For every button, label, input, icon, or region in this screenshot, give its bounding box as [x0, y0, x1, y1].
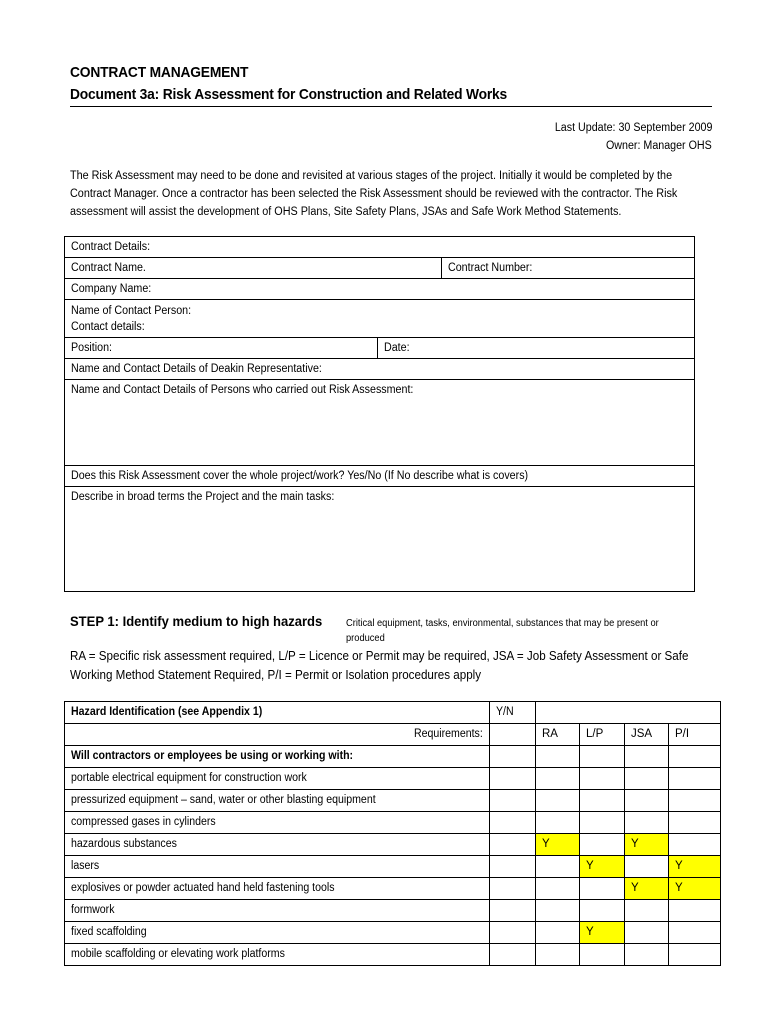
- hazard-label: portable electrical equipment for construction work: [65, 768, 490, 790]
- ra-cell[interactable]: [536, 900, 580, 922]
- section-label: Will contractors or employees be using or working with:: [65, 746, 490, 768]
- yn-header: Y/N: [490, 702, 536, 724]
- requirements-row: [65, 724, 721, 746]
- describe-cell[interactable]: [65, 487, 695, 592]
- company-name-cell[interactable]: [65, 279, 695, 300]
- ra-cell[interactable]: [536, 878, 580, 900]
- requirements-label: Requirements:: [65, 724, 490, 746]
- table-row: [65, 922, 721, 944]
- table-row: [65, 790, 721, 812]
- yn-cell[interactable]: [490, 768, 536, 790]
- table-row: [65, 856, 721, 878]
- table-row: [65, 900, 721, 922]
- contact-person-label: Name of Contact Person:: [71, 305, 192, 317]
- assessors-label: Name and Contact Details of Persons who carried out Risk Assessment:: [71, 384, 414, 396]
- contract-number-label: Contract Number:: [448, 262, 533, 274]
- lp-cell[interactable]: [580, 812, 625, 834]
- contact-person-cell[interactable]: [65, 300, 695, 338]
- ra-cell[interactable]: [536, 856, 580, 878]
- hazard-label: hazardous substances: [65, 834, 490, 856]
- hazard-header: Hazard Identification (see Appendix 1): [65, 702, 490, 724]
- contract-details-cell[interactable]: [65, 237, 695, 258]
- company-name-label: Company Name:: [71, 283, 152, 295]
- document-title: CONTRACT MANAGEMENT: [70, 64, 249, 81]
- pi-cell[interactable]: [669, 900, 721, 922]
- header-blank: [536, 702, 721, 724]
- pi-cell[interactable]: Y: [669, 878, 721, 900]
- yn-cell[interactable]: [490, 812, 536, 834]
- yn-cell[interactable]: [490, 944, 536, 966]
- coverage-cell[interactable]: [65, 466, 695, 487]
- lp-cell[interactable]: Y: [580, 922, 625, 944]
- coverage-label: Does this Risk Assessment cover the whole project/work? Yes/No (If No describe what is covers): [71, 470, 529, 482]
- assessors-cell[interactable]: [65, 380, 695, 466]
- pi-cell[interactable]: [669, 812, 721, 834]
- contract-name-cell[interactable]: [65, 258, 442, 279]
- ra-cell[interactable]: [536, 812, 580, 834]
- contact-details-label: Contact details:: [71, 321, 145, 333]
- yn-cell[interactable]: [490, 878, 536, 900]
- lp-cell[interactable]: [580, 768, 625, 790]
- jsa-cell[interactable]: Y: [625, 834, 669, 856]
- yn-cell[interactable]: [490, 922, 536, 944]
- yn-cell[interactable]: [490, 834, 536, 856]
- step1-title: STEP 1: Identify medium to high hazards: [70, 613, 323, 629]
- contract-details-label: Contract Details:: [71, 241, 151, 253]
- jsa-cell[interactable]: [625, 856, 669, 878]
- hazard-label: pressurized equipment – sand, water or other blasting equipment: [65, 790, 490, 812]
- position-cell[interactable]: [65, 338, 378, 359]
- deakin-rep-label: Name and Contact Details of Deakin Representative:: [71, 363, 322, 375]
- pi-cell[interactable]: [669, 922, 721, 944]
- hazard-label: compressed gases in cylinders: [65, 812, 490, 834]
- table-row: [65, 878, 721, 900]
- hazard-label: explosives or powder actuated hand held fastening tools: [65, 878, 490, 900]
- yn-cell[interactable]: [490, 856, 536, 878]
- jsa-cell[interactable]: [625, 944, 669, 966]
- step1-subtitle: Critical equipment, tasks, environmental, substances that may be present or produced: [346, 618, 659, 644]
- col-lp: L/P: [580, 724, 625, 746]
- jsa-cell[interactable]: [625, 900, 669, 922]
- yn-cell[interactable]: [490, 790, 536, 812]
- col-pi: P/I: [669, 724, 721, 746]
- hazard-label: lasers: [65, 856, 490, 878]
- date-cell[interactable]: [378, 338, 695, 359]
- title-divider: [70, 106, 712, 107]
- ra-cell[interactable]: [536, 768, 580, 790]
- hazard-header-row: [65, 702, 721, 724]
- describe-label: Describe in broad terms the Project and the main tasks:: [71, 491, 335, 503]
- owner: Owner: Manager OHS: [606, 140, 712, 152]
- col-ra: RA: [536, 724, 580, 746]
- hazard-label: fixed scaffolding: [65, 922, 490, 944]
- pi-cell[interactable]: [669, 790, 721, 812]
- ra-cell[interactable]: Y: [536, 834, 580, 856]
- jsa-cell[interactable]: [625, 812, 669, 834]
- intro-paragraph: The Risk Assessment may need to be done and revisited at various stages of the project. Initially it would be completed by the Contract Manager. Once a contractor has been selected the Risk Assessment should be reviewed with the contractor. The Risk assessment will assist the development of OHS Plans, Site Safety Plans, JSAs and Safe Work Method Statements.: [70, 170, 678, 218]
- jsa-cell[interactable]: [625, 922, 669, 944]
- last-update: Last Update: 30 September 2009: [554, 122, 712, 134]
- contract-details-table: [64, 236, 695, 592]
- hazard-label: mobile scaffolding or elevating work platforms: [65, 944, 490, 966]
- lp-cell[interactable]: [580, 944, 625, 966]
- lp-cell[interactable]: [580, 834, 625, 856]
- deakin-rep-cell[interactable]: [65, 359, 695, 380]
- position-label: Position:: [71, 342, 113, 354]
- lp-cell[interactable]: [580, 790, 625, 812]
- jsa-cell[interactable]: [625, 790, 669, 812]
- pi-cell[interactable]: [669, 944, 721, 966]
- yn-cell[interactable]: [490, 900, 536, 922]
- ra-cell[interactable]: [536, 922, 580, 944]
- jsa-cell[interactable]: Y: [625, 878, 669, 900]
- hazard-label: formwork: [65, 900, 490, 922]
- col-jsa: JSA: [625, 724, 669, 746]
- lp-cell[interactable]: [580, 878, 625, 900]
- requirements-yn-blank: [490, 724, 536, 746]
- pi-cell[interactable]: [669, 768, 721, 790]
- ra-cell[interactable]: [536, 790, 580, 812]
- hazard-table: [64, 701, 721, 966]
- table-row: [65, 812, 721, 834]
- date-label: Date:: [384, 342, 410, 354]
- pi-cell[interactable]: [669, 834, 721, 856]
- contract-number-cell[interactable]: [442, 258, 695, 279]
- section-row: [65, 746, 721, 768]
- table-row: [65, 834, 721, 856]
- pi-cell[interactable]: Y: [669, 856, 721, 878]
- lp-cell[interactable]: [580, 900, 625, 922]
- table-row: [65, 944, 721, 966]
- ra-cell[interactable]: [536, 944, 580, 966]
- step1-description: RA = Specific risk assessment required, L/P = Licence or Permit may be required, JSA = Job Safety Assessment or Safe Working Method Statement Required, P/I = Permit or Isolation procedures apply: [70, 649, 689, 682]
- jsa-cell[interactable]: [625, 768, 669, 790]
- contract-name-label: Contract Name.: [71, 262, 146, 274]
- document-subtitle: Document 3a: Risk Assessment for Construction and Related Works: [70, 86, 508, 103]
- table-row: [65, 768, 721, 790]
- lp-cell[interactable]: Y: [580, 856, 625, 878]
